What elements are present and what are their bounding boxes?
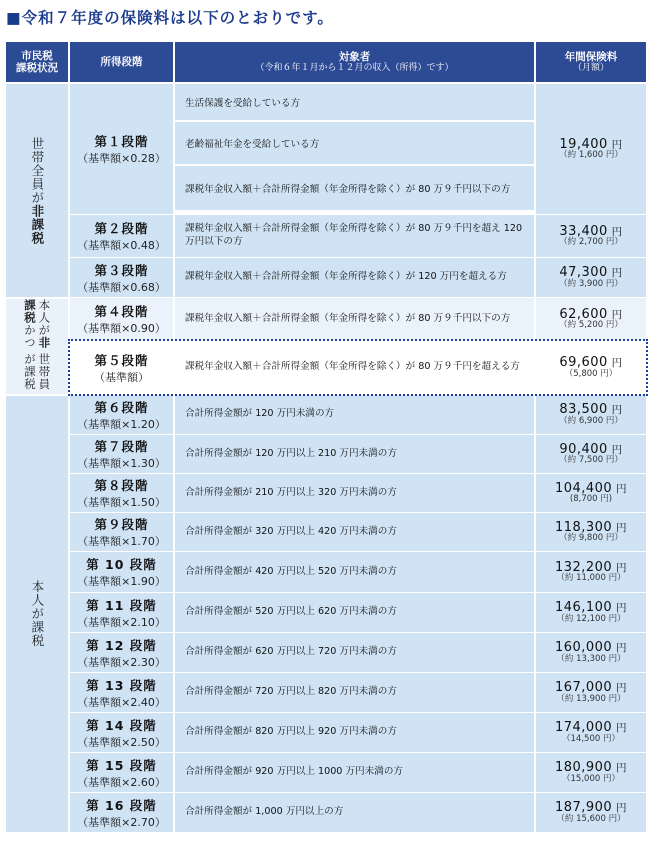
monthly-premium: （約 7,500 円） bbox=[559, 455, 623, 466]
annual-premium bbox=[555, 681, 627, 695]
yen-unit: 円 bbox=[612, 762, 628, 775]
stage-multiplier: （基準額×2.70） bbox=[77, 815, 166, 829]
premium-cell bbox=[536, 593, 646, 632]
annual-premium bbox=[555, 721, 627, 735]
stage-multiplier: （基準額×2.60） bbox=[77, 775, 166, 789]
status-group-3 bbox=[6, 396, 68, 832]
premium-cell bbox=[536, 552, 646, 592]
condition-cell: 生活保護を受給している方 bbox=[175, 84, 534, 120]
annual-premium bbox=[555, 761, 627, 775]
stage-name: 第８段階 bbox=[94, 478, 149, 493]
stage-multiplier: （基準額×0.90） bbox=[77, 322, 166, 335]
annual-amount: 160,000 bbox=[554, 640, 613, 656]
header-status-line2: 課税状況 bbox=[16, 62, 58, 74]
condition-cell: 課税年金収入額＋合計所得金額（年金所得を除く）が 80 万９千円以下の方 bbox=[175, 166, 534, 210]
premium-cell bbox=[536, 474, 646, 512]
yen-unit: 円 bbox=[612, 602, 628, 615]
stage-cell bbox=[70, 341, 173, 394]
condition-cell: 合計所得金額が 720 万円以上 820 万円未満の方 bbox=[175, 673, 534, 712]
stage-multiplier: （基準額） bbox=[94, 370, 149, 384]
yen-unit: 円 bbox=[612, 642, 628, 655]
stage-cell bbox=[70, 633, 173, 672]
header-status-line1: 市民税 bbox=[21, 49, 53, 62]
annual-premium bbox=[555, 601, 627, 615]
premium-cell bbox=[536, 793, 646, 832]
yen-unit: 円 bbox=[612, 682, 628, 695]
status-group-2 bbox=[6, 299, 68, 394]
stage-name: 第 12 段階 bbox=[86, 637, 157, 653]
stage-cell bbox=[70, 258, 173, 297]
header-stage-label: 所得段階 bbox=[100, 55, 143, 68]
stage-multiplier: （基準額×1.20） bbox=[77, 417, 166, 431]
condition-cell: 課税年金収入額＋合計所得金額（年金所得を除く）が 80 万９千円以下の方 bbox=[175, 298, 534, 340]
stage-multiplier: （基準額×2.50） bbox=[77, 735, 166, 749]
stage-multiplier: （基準額×1.30） bbox=[77, 457, 166, 470]
monthly-premium: （約 15,600 円） bbox=[556, 813, 626, 824]
status-group-3-text: 本人が課税 bbox=[29, 580, 45, 648]
annual-amount: 69,600 bbox=[559, 355, 608, 371]
monthly-premium: (8,700 円) bbox=[569, 494, 613, 505]
status-group-2-bold: 非課税 bbox=[23, 299, 52, 349]
condition-cell: 合計所得金額が 120 万円未満の方 bbox=[175, 395, 534, 434]
stage-name: 第 10 段階 bbox=[86, 557, 157, 572]
condition-cell: 課税年金収入額＋合計所得金額（年金所得を除く）が 80 万９千円を超え 120 万円以下の方 bbox=[175, 215, 534, 257]
condition-cell: 合計所得金額が 520 万円以上 620 万円未満の方 bbox=[175, 593, 534, 632]
annual-amount: 132,200 bbox=[554, 559, 613, 575]
stage-name: 第１段階 bbox=[94, 134, 149, 149]
annual-premium bbox=[555, 482, 627, 496]
monthly-premium: （約 1,600 円） bbox=[559, 150, 623, 161]
monthly-premium: （約 13,900 円） bbox=[556, 693, 626, 704]
monthly-premium: （約 5,200 円） bbox=[559, 320, 623, 331]
annual-amount: 180,900 bbox=[554, 760, 613, 776]
annual-amount: 118,300 bbox=[554, 519, 613, 535]
monthly-premium: （約 2,700 円） bbox=[559, 237, 623, 248]
yen-unit: 円 bbox=[607, 357, 623, 370]
premium-cell bbox=[536, 513, 646, 551]
stage-name: 第 15 段階 bbox=[86, 757, 157, 773]
yen-unit: 円 bbox=[607, 267, 623, 280]
header-stage bbox=[70, 42, 173, 82]
header-premium-label: 年間保険料 bbox=[564, 50, 618, 63]
premium-cell bbox=[536, 341, 646, 394]
annual-amount: 19,400 bbox=[559, 136, 608, 152]
stage-name: 第６段階 bbox=[94, 399, 149, 415]
premium-cell bbox=[536, 435, 646, 473]
condition-cell: 合計所得金額が 420 万円以上 520 万円未満の方 bbox=[175, 552, 534, 592]
annual-amount: 187,900 bbox=[554, 800, 613, 816]
status-group-2-pre: 本人が bbox=[37, 299, 52, 337]
stage-multiplier: （基準額×0.48） bbox=[77, 239, 166, 252]
stage-name: 第５段階 bbox=[94, 352, 149, 368]
header-premium-sub: （月額） bbox=[572, 62, 609, 73]
premium-cell bbox=[536, 673, 646, 712]
annual-amount: 104,400 bbox=[554, 480, 613, 496]
condition-cell: 合計所得金額が 320 万円以上 420 万円未満の方 bbox=[175, 513, 534, 551]
premium-cell bbox=[536, 395, 646, 434]
yen-unit: 円 bbox=[607, 308, 623, 321]
stage-cell bbox=[70, 395, 173, 434]
yen-unit: 円 bbox=[607, 225, 623, 238]
yen-unit: 円 bbox=[612, 802, 628, 815]
yen-unit: 円 bbox=[607, 404, 623, 417]
status-group-1-text bbox=[29, 137, 45, 245]
annual-premium bbox=[555, 641, 627, 655]
annual-amount: 167,000 bbox=[554, 680, 613, 696]
yen-unit: 円 bbox=[612, 561, 628, 574]
condition-cell: 合計所得金額が 1,000 万円以上の方 bbox=[175, 793, 534, 832]
condition-cell: 合計所得金額が 920 万円以上 1000 万円未満の方 bbox=[175, 753, 534, 792]
monthly-premium: （約 6,900 円） bbox=[559, 415, 623, 426]
condition-cell: 合計所得金額が 210 万円以上 320 万円未満の方 bbox=[175, 474, 534, 512]
premium-cell bbox=[536, 84, 646, 214]
annual-amount: 83,500 bbox=[559, 402, 608, 418]
monthly-premium: （5,800 円） bbox=[564, 368, 618, 379]
stage-name: 第 11 段階 bbox=[86, 597, 157, 613]
status-group-2-text bbox=[23, 299, 52, 394]
stage-multiplier: （基準額×1.90） bbox=[77, 575, 166, 588]
yen-unit: 円 bbox=[607, 443, 623, 456]
status-group-2-line1 bbox=[23, 299, 52, 353]
stage-cell bbox=[70, 673, 173, 712]
stage-cell bbox=[70, 513, 173, 551]
stage-cell bbox=[70, 298, 173, 340]
annual-amount: 47,300 bbox=[559, 265, 608, 281]
monthly-premium: （約 3,900 円） bbox=[559, 278, 623, 289]
header-status bbox=[6, 42, 68, 82]
monthly-premium: （約 13,300 円） bbox=[556, 653, 626, 664]
annual-amount: 90,400 bbox=[559, 441, 608, 457]
header-target-sub: （令和６年１月から１２月の収入（所得）です） bbox=[255, 62, 454, 73]
header-target-label: 対象者 bbox=[338, 50, 371, 63]
stage-multiplier: （基準額×0.28） bbox=[77, 152, 166, 165]
status-group-1 bbox=[6, 84, 68, 297]
status-group-1-pre: 世帯全員が bbox=[29, 136, 45, 204]
stage-multiplier: （基準額×2.40） bbox=[77, 695, 166, 709]
annual-premium bbox=[555, 801, 627, 815]
stage-name: 第 14 段階 bbox=[86, 717, 157, 733]
annual-amount: 146,100 bbox=[554, 600, 613, 616]
stage-name: 第３段階 bbox=[94, 262, 149, 278]
yen-unit: 円 bbox=[607, 138, 623, 151]
monthly-premium: （約 9,800 円） bbox=[559, 533, 623, 544]
stage-name: 第 16 段階 bbox=[86, 797, 157, 813]
condition-cell: 合計所得金額が 820 万円以上 920 万円未満の方 bbox=[175, 713, 534, 752]
annual-premium bbox=[559, 356, 622, 370]
annual-amount: 33,400 bbox=[559, 223, 608, 239]
yen-unit: 円 bbox=[612, 722, 628, 735]
header-premium bbox=[536, 42, 646, 82]
stage-multiplier: （基準額×0.68） bbox=[77, 280, 166, 294]
stage-cell bbox=[70, 753, 173, 792]
stage-cell bbox=[70, 713, 173, 752]
premium-cell bbox=[536, 713, 646, 752]
condition-cell: 課税年金収入額＋合計所得金額（年金所得を除く）が 80 万９千円を超える方 bbox=[175, 341, 534, 394]
condition-cell: 合計所得金額が 620 万円以上 720 万円未満の方 bbox=[175, 633, 534, 672]
stage-cell bbox=[70, 793, 173, 832]
stage-multiplier: （基準額×1.70） bbox=[77, 535, 166, 548]
monthly-premium: （15,000 円） bbox=[562, 773, 620, 784]
stage-name: 第９段階 bbox=[94, 517, 149, 532]
condition-cell: 老齢福祉年金を受給している方 bbox=[175, 122, 534, 164]
stage-cell bbox=[70, 474, 173, 512]
stage-multiplier: （基準額×2.10） bbox=[77, 615, 166, 629]
status-group-1-bold: 非課税 bbox=[29, 204, 45, 245]
stage-name: 第 13 段階 bbox=[86, 677, 157, 693]
status-group-2-line2: 世帯員が課税 bbox=[23, 353, 52, 391]
monthly-premium: （14,500 円） bbox=[562, 733, 620, 744]
premium-cell bbox=[536, 633, 646, 672]
stage-cell bbox=[70, 215, 173, 257]
stage-multiplier: （基準額×1.50） bbox=[77, 496, 166, 509]
page-heading: ■令和７年度の保険料は以下のとおりです。 bbox=[6, 9, 334, 27]
header-target bbox=[175, 42, 534, 82]
stage-name: 第２段階 bbox=[94, 221, 149, 236]
premium-cell bbox=[536, 298, 646, 340]
stage-name: 第７段階 bbox=[94, 439, 149, 454]
stage-cell bbox=[70, 593, 173, 632]
condition-cell: 課税年金収入額＋合計所得金額（年金所得を除く）が 120 万円を超える方 bbox=[175, 258, 534, 297]
premium-cell bbox=[536, 258, 646, 297]
stage-cell bbox=[70, 552, 173, 592]
annual-amount: 174,000 bbox=[554, 720, 613, 736]
stage-cell bbox=[70, 84, 173, 214]
annual-amount: 62,600 bbox=[559, 306, 608, 322]
premium-cell bbox=[536, 215, 646, 257]
yen-unit: 円 bbox=[612, 482, 628, 495]
stage-name: 第４段階 bbox=[94, 304, 149, 319]
monthly-premium: （約 12,100 円） bbox=[556, 613, 626, 624]
condition-cell: 合計所得金額が 120 万円以上 210 万円未満の方 bbox=[175, 435, 534, 473]
yen-unit: 円 bbox=[612, 521, 628, 534]
annual-premium bbox=[559, 266, 622, 280]
status-group-2-post: かつ bbox=[23, 324, 37, 349]
monthly-premium: （約 11,000 円） bbox=[556, 573, 626, 584]
premium-cell bbox=[536, 753, 646, 792]
stage-multiplier: （基準額×2.30） bbox=[77, 655, 166, 669]
stage-cell bbox=[70, 435, 173, 473]
annual-premium bbox=[559, 403, 622, 417]
